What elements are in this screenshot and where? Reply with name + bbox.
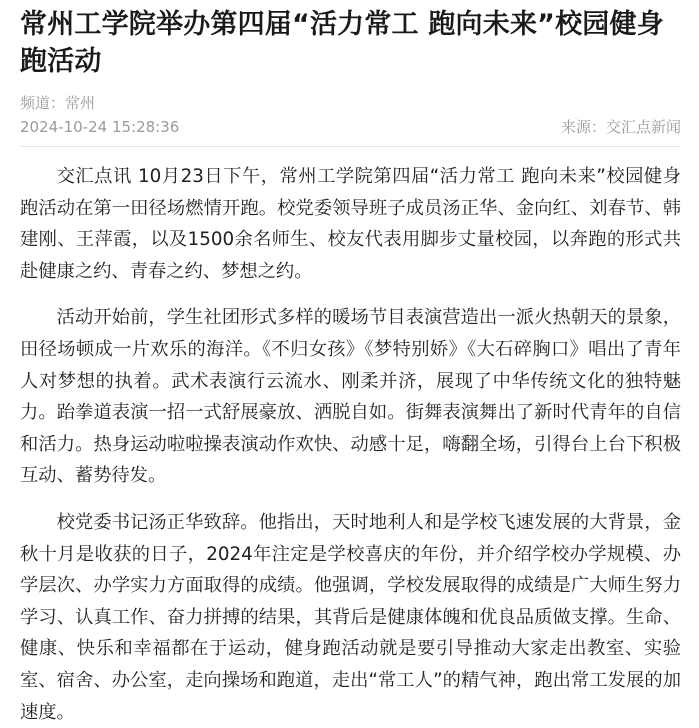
article-paragraph-2: 活动开始前，学生社团形式多样的暖场节目表演营造出一派火热朝天的景象，田径场顿成一片欢乐的海洋。《不归女孩》《梦特别娇》《大石碎胸口》唱出了青年人对梦想的执着。武术表演行云流水、刚柔并济，展现了中华传统文化的独特魅力。跆拳道表演一招一式舒展豪放、洒脱自如。街舞表演舞出了新时代青年的自信和活力。热身运动啦啦操表演动作欢快、动感十足，嗨翻全场，引得台上台下积极互动、蓄势待发。 xyxy=(20,307,681,487)
source-label: 来源：交汇点新闻 xyxy=(560,118,681,136)
meta-divider xyxy=(20,146,681,147)
article-meta xyxy=(20,92,681,138)
meta-row xyxy=(20,116,681,138)
channel-label: 频道：常州 xyxy=(20,94,96,112)
article-body xyxy=(20,161,681,728)
publish-datetime: 2024-10-24 15:28:36 xyxy=(20,118,180,136)
article-paragraph-3: 校党委书记汤正华致辞。他指出，天时地利人和是学校飞速发展的大背景，金秋十月是收获的日子，2024年注定是学校喜庆的年份，并介绍学校办学规模、办学层次、办学实力方面取得的成绩。他强调，学校发展取得的成绩是广大师生努力学习、认真工作、奋力拼搏的结果，其背后是健康体魄和优良品质做支撑。生命、健康、快乐和幸福都在于运动，健身跑活动就是要引导推动大家走出教室、实验室、宿舍、办公室，走向操场和跑道，走出“常工人”的精气神，跑出常工发展的加速度。 xyxy=(20,511,681,723)
article-paragraph-1: 交汇点讯 10月23日下午，常州工学院第四届“活力常工 跑向未来”校园健身跑活动在第一田径场燃情开跑。校党委领导班子成员汤正华、金向红、刘春节、韩建刚、王萍霞，以及1500余名师生、校友代表用脚步丈量校园，以奔跑的形式共赴健康之约、青春之约、梦想之约。 xyxy=(20,166,681,282)
article-title: 常州工学院举办第四届“活力常工 跑向未来”校园健身跑活动 xyxy=(20,9,664,77)
